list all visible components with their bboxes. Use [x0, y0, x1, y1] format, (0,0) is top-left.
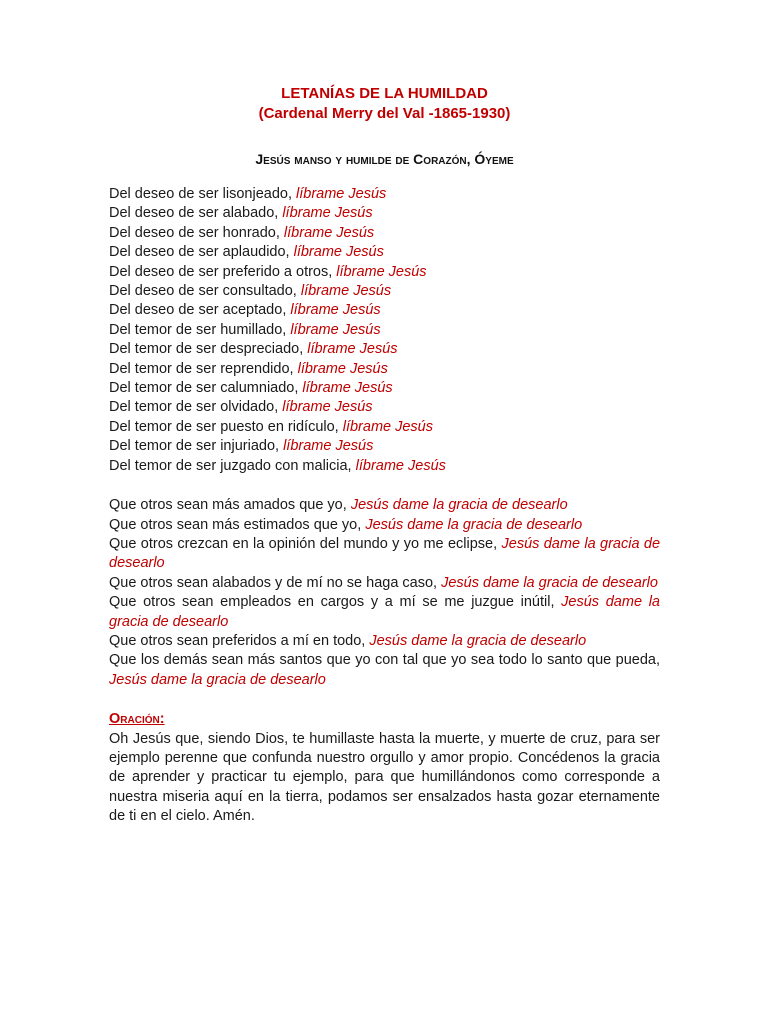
petition-text: Del deseo de ser preferido a otros, — [109, 263, 337, 280]
petition-response: líbrame Jesús — [342, 418, 433, 435]
petition-text: Que otros sean más amados que yo, — [109, 497, 351, 514]
petition-text: Del temor de ser injuriado, — [109, 438, 284, 455]
petition-text: Del temor de ser juzgado con malicia, — [109, 457, 356, 474]
petition-response: líbrame Jesús — [297, 360, 388, 377]
petition-line — [109, 496, 660, 515]
petition-text: Del deseo de ser aceptado, — [109, 302, 291, 319]
petition-text: Que otros sean empleados en cargos y a mí se me juzgue inútil, — [109, 594, 562, 611]
petition-line — [109, 418, 660, 437]
prayer-text: Oh Jesús que, siendo Dios, te humillaste hasta la muerte, y muerte de cruz, para ser ejemplo perenne que confunda nuestro orgullo y amor propio. Concédenos la gracia de aprender y practicar tu ejemplo, para que humillándonos como corresponde a nuestra miseria aquí en la tierra, podamos ser ensalzados hasta gozar eternamente de ti en el cielo. Amén. — [109, 730, 660, 825]
petition-line — [109, 632, 660, 651]
petition-line — [109, 437, 660, 456]
document-page — [109, 84, 660, 827]
petition-line — [109, 224, 660, 243]
petition-line — [109, 379, 660, 398]
petition-line — [109, 243, 660, 262]
petition-response: líbrame Jesús — [300, 283, 392, 300]
petition-text: Del deseo de ser honrado, — [109, 224, 284, 241]
petition-line — [109, 516, 660, 535]
petition-text: Del temor de ser calumniado, — [109, 380, 303, 397]
petition-line — [109, 593, 660, 632]
petition-response: líbrame Jesús — [290, 302, 381, 319]
invocation-heading: Jesús manso y humilde de Corazón, Óyeme — [255, 151, 514, 167]
petition-response: Jesús dame la gracia de desearlo — [441, 574, 658, 591]
prayer-section — [109, 710, 660, 826]
petition-text: Del deseo de ser aplaudido, — [109, 244, 294, 261]
petition-response: Jesús dame la gracia de desearlo — [350, 497, 568, 514]
petition-line — [109, 321, 660, 340]
petition-text: Del temor de ser humillado, — [109, 321, 291, 338]
petition-text: Que otros sean más estimados que yo, — [109, 516, 366, 533]
document-subtitle: (Cardenal Merry del Val -1865-1930) — [258, 105, 511, 122]
petition-response: líbrame Jesús — [336, 263, 427, 280]
petition-text: Del deseo de ser consultado, — [109, 283, 301, 300]
petition-line — [109, 263, 660, 282]
petition-text: Que otros sean alabados y de mí no se haga caso, — [109, 574, 442, 591]
petition-response: líbrame Jesús — [307, 341, 398, 358]
petition-line — [109, 574, 660, 593]
petition-line — [109, 457, 660, 476]
petition-line — [109, 185, 660, 204]
petition-response: líbrame Jesús — [355, 457, 446, 474]
petition-text: Del deseo de ser alabado, — [109, 205, 283, 222]
petition-response: Jesús dame la gracia de desearlo — [109, 594, 660, 630]
petition-response: líbrame Jesús — [290, 321, 381, 338]
petition-response: Jesús dame la gracia de desearlo — [365, 516, 583, 533]
petition-text: Del temor de ser despreciado, — [109, 341, 308, 358]
petition-line — [109, 340, 660, 359]
petition-response: líbrame Jesús — [296, 186, 387, 202]
petition-line — [109, 282, 660, 301]
document-title: LETANÍAS DE LA HUMILDAD — [281, 85, 488, 102]
petition-line — [109, 204, 660, 223]
petition-text: Del temor de ser reprendido, — [109, 360, 298, 377]
petition-line — [109, 535, 660, 574]
petition-line — [109, 301, 660, 320]
petitions-grace-list — [109, 496, 660, 690]
petition-line — [109, 398, 660, 417]
petition-response: Jesús dame la gracia de desearlo — [369, 632, 587, 649]
petition-text: Del temor de ser olvidado, — [109, 399, 283, 416]
petition-response: líbrame Jesús — [282, 399, 373, 416]
petition-response: líbrame Jesús — [302, 380, 393, 397]
petition-response: líbrame Jesús — [283, 224, 375, 241]
petition-text: Que los demás sean más santos que yo con tal que yo sea todo lo santo que pueda, — [109, 652, 660, 669]
petition-line — [109, 360, 660, 379]
petition-response: líbrame Jesús — [283, 438, 374, 455]
petitions-deliver-list — [109, 185, 660, 476]
prayer-label: Oración: — [109, 711, 165, 728]
petition-text: Que otros crezcan en la opinión del mundo y yo me eclipse, — [109, 535, 502, 552]
petition-response: líbrame Jesús — [282, 205, 373, 222]
petition-line — [109, 651, 660, 690]
petition-text: Del temor de ser puesto en ridículo, — [109, 418, 343, 435]
petition-text: Que otros sean preferidos a mí en todo, — [109, 632, 370, 649]
petition-response: Jesús dame la gracia de desearlo — [109, 671, 326, 688]
petition-response: líbrame Jesús — [293, 244, 384, 261]
petition-text: Del deseo de ser lisonjeado, — [109, 186, 297, 202]
petition-response: Jesús dame la gracia de desearlo — [109, 535, 661, 572]
